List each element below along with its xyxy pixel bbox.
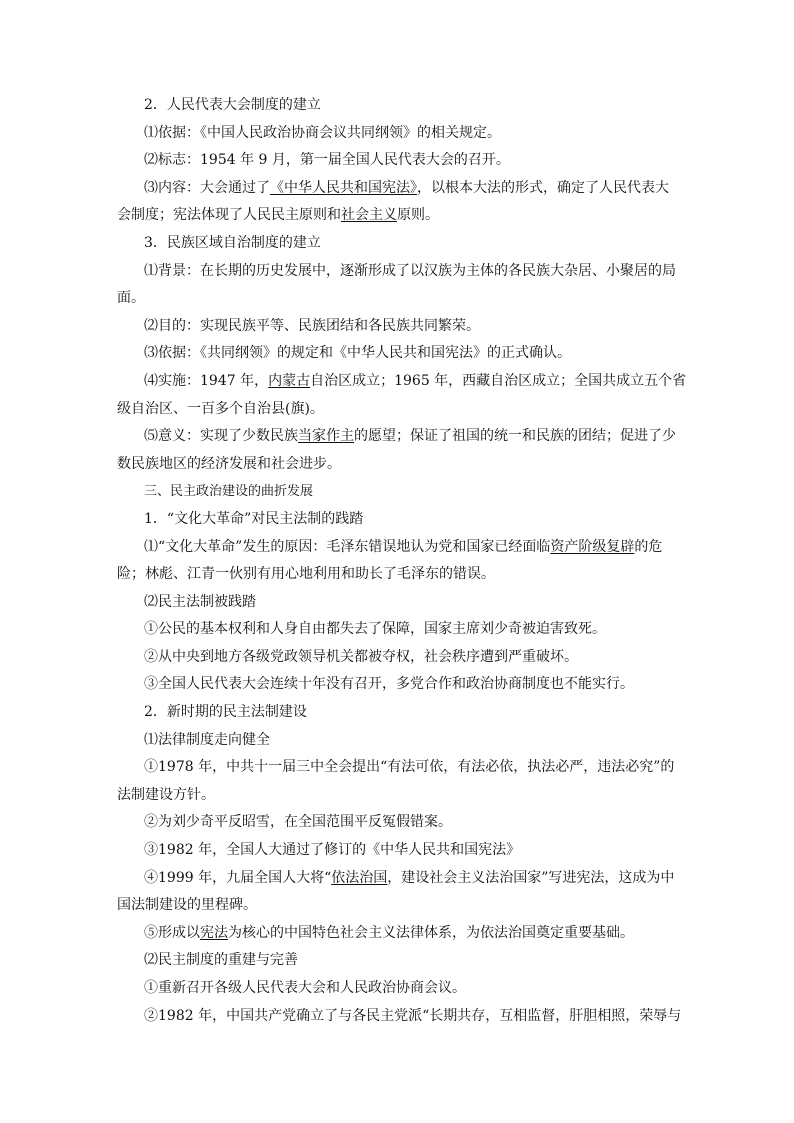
text-segment: ①公民的基本权利和人身自由都失去了保障，国家主席刘少奇被迫害致死。 xyxy=(144,621,606,638)
text-line xyxy=(117,865,682,893)
underlined-keyword: 依法治国 xyxy=(331,869,388,886)
text-line xyxy=(117,534,682,562)
text-segment: 级自治区、一百多个自治县(旗)。 xyxy=(117,400,324,417)
underlined-keyword: 当家作主 xyxy=(298,428,354,445)
text-segment: ⑶内容：大会通过了 xyxy=(144,179,270,196)
text-segment: ⑷实施：1947 年， xyxy=(144,372,269,389)
text-segment: 面。 xyxy=(117,290,145,307)
text-segment: 数民族地区的经济发展和社会进步。 xyxy=(117,455,341,472)
underlined-keyword: 《中华人民共和国宪法》 xyxy=(270,179,417,196)
text-line xyxy=(117,754,682,782)
document-body xyxy=(117,92,687,1030)
text-line xyxy=(117,92,682,120)
text-line xyxy=(117,340,682,368)
underlined-keyword: 社会主义 xyxy=(341,207,397,224)
text-line xyxy=(117,837,682,865)
text-line xyxy=(117,230,682,258)
text-line xyxy=(117,1003,682,1031)
text-line xyxy=(117,671,682,699)
text-segment: ⑵民主制度的重建与完善 xyxy=(144,952,298,969)
text-segment: ⑶依据：《共同纲领》的规定和《中华人民共和国宪法》的正式确认。 xyxy=(144,345,571,362)
text-line xyxy=(117,368,687,396)
text-segment: 原则。 xyxy=(397,207,439,224)
text-segment: ，以根本大法的形式，确定了人民代表大 xyxy=(417,179,669,196)
section-heading xyxy=(117,478,682,506)
text-segment: 自治区成立；1965 年，西藏自治区成立；全国共成立五个省 xyxy=(310,372,687,389)
text-line xyxy=(117,423,682,451)
text-segment: ④1999 年，九届全国人大将“ xyxy=(144,869,332,886)
text-segment: ⑵民主法制被践踏 xyxy=(144,593,256,610)
text-line xyxy=(117,313,682,341)
text-segment: 法制建设方针。 xyxy=(117,786,215,803)
text-line xyxy=(117,258,682,286)
text-line xyxy=(117,920,682,948)
text-segment: ③全国人民代表大会连续十年没有召开，多党合作和政治协商制度也不能实行。 xyxy=(144,676,634,693)
text-line xyxy=(117,589,682,617)
underlined-keyword: 资产阶级复辟 xyxy=(550,538,635,555)
text-segment: ⑸意义：实现了少数民族 xyxy=(144,428,298,445)
text-segment: 会制度；宪法体现了人民民主原则和 xyxy=(117,207,341,224)
text-line xyxy=(117,947,682,975)
text-line xyxy=(117,175,682,203)
text-segment: 为核心的中国特色社会主义法律体系，为依法治国奠定重要基础。 xyxy=(228,924,634,941)
text-segment: ⑤形成以 xyxy=(144,924,200,941)
text-line xyxy=(117,561,682,589)
text-line xyxy=(117,727,682,755)
text-line xyxy=(117,506,682,534)
text-line xyxy=(117,699,682,727)
text-line xyxy=(117,975,682,1003)
text-segment: ①重新召开各级人民代表大会和人民政治协商会议。 xyxy=(144,980,466,996)
text-line xyxy=(117,809,682,837)
text-segment: 2．人民代表大会制度的建立 xyxy=(144,97,321,113)
text-segment: ，建设社会主义法治国家”写进宪法，这成为中 xyxy=(387,869,675,886)
text-segment: ②1982 年，中国共产党确立了与各民主党派“长期共存，互相监督，肝胆相照，荣辱与 xyxy=(144,1007,682,1024)
text-line xyxy=(117,285,682,313)
text-line xyxy=(117,120,682,148)
text-segment: 2．新时期的民主法制建设 xyxy=(144,704,307,721)
text-line xyxy=(117,396,682,424)
text-segment: ⑴背景：在长期的历史发展中，逐渐形成了以汉族为主体的各民族大杂居、小聚居的局 xyxy=(144,262,676,279)
text-segment: 三、民主政治建设的曲折发展 xyxy=(144,484,314,500)
text-segment: ⑴依据：《中国人民政治协商会议共同纲领》的相关规定。 xyxy=(144,124,501,141)
text-line xyxy=(117,892,682,920)
text-segment: 1．“文化大革命”对民主法制的践踏 xyxy=(144,510,364,527)
text-segment: ②从中央到地方各级党政领导机关都被夺权，社会秩序遭到严重破坏。 xyxy=(144,648,578,665)
text-segment: ⑴法律制度走向健全 xyxy=(144,731,270,748)
text-segment: ⑵目的：实现民族平等、民族团结和各民族共同繁荣。 xyxy=(144,317,480,334)
text-line xyxy=(117,644,682,672)
text-segment: ①1978 年，中共十一届三中全会提出“有法可依，有法必依，执法必严，违法必究”的 xyxy=(144,759,675,776)
text-line xyxy=(117,782,682,810)
text-line xyxy=(117,202,682,230)
text-segment: 的愿望；保证了祖国的统一和民族的团结；促进了少 xyxy=(354,428,676,445)
underlined-keyword: 宪法 xyxy=(200,924,228,941)
text-segment: 3．民族区域自治制度的建立 xyxy=(144,234,321,251)
text-segment: ⑵标志：1954 年 9 月，第一届全国人民代表大会的召开。 xyxy=(144,152,510,169)
text-line xyxy=(117,451,682,479)
text-segment: ②为刘少奇平反昭雪，在全国范围平反冤假错案。 xyxy=(144,814,452,831)
text-segment: 险；林彪、江青一伙别有用心地利用和助长了毛泽东的错误。 xyxy=(117,566,495,583)
text-line xyxy=(117,147,682,175)
text-segment: 的危 xyxy=(634,538,663,555)
text-segment: ⑴“文化大革命”发生的原因：毛泽东错误地认为党和国家已经面临 xyxy=(144,538,551,555)
text-line xyxy=(117,616,682,644)
text-segment: 国法制建设的里程碑。 xyxy=(117,897,257,914)
text-segment: ③1982 年，全国人大通过了修订的《中华人民共和国宪法》 xyxy=(144,842,521,859)
underlined-keyword: 内蒙古 xyxy=(268,372,311,389)
